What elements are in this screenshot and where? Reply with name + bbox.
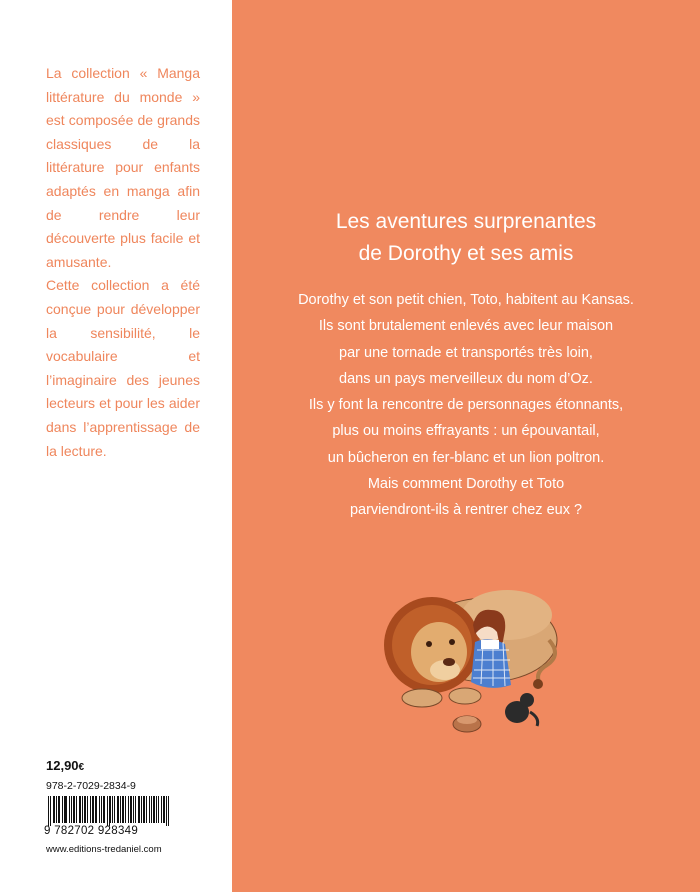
- story-line: par une tornade et transportés très loin,: [339, 344, 593, 361]
- headline-line-2: de Dorothy et ses amis: [358, 242, 574, 265]
- price-currency: €: [78, 762, 85, 773]
- collection-description: [46, 62, 200, 463]
- left-column: [0, 0, 232, 892]
- isbn: 978-2-7029-2834-9: [46, 780, 136, 792]
- barcode-digits: 9 782702 928349: [44, 825, 139, 837]
- publisher-website: www.editions-tredaniel.com: [46, 844, 162, 855]
- headline: [232, 206, 700, 270]
- story-line: Ils sont brutalement enlevés avec leur maison: [318, 318, 614, 335]
- collection-paragraph-1: La collection « Manga littérature du monde » est composée de grands classiques de la littérature pour enfants adaptés en manga afin de rendre leur découverte plus facile et amusante.: [46, 65, 200, 270]
- barcode-bars: [46, 796, 170, 826]
- price-amount: 12,90: [46, 758, 79, 773]
- story-line: dans un pays merveilleux du nom d’Oz.: [339, 370, 593, 387]
- headline-line-1: Les aventures surprenantes: [335, 210, 597, 233]
- collection-paragraph-2: Cette collection a été conçue pour développer la sensibilité, le vocabulaire et l’imaginaire des jeunes lecteurs et pour les aider dans l’apprentissage de la lecture.: [46, 277, 200, 459]
- story-line: Ils y font la rencontre de personnages étonnants,: [308, 397, 624, 414]
- price: [46, 758, 84, 773]
- story-line: Dorothy et son petit chien, Toto, habitent au Kansas.: [298, 292, 634, 308]
- story-line: un bûcheron en fer-blanc et un lion poltron.: [327, 449, 605, 466]
- story-summary: [232, 287, 700, 524]
- dorothy-lion-toto-illustration: [377, 570, 567, 740]
- story-line: parviendront-ils à rentrer chez eux ?: [349, 502, 583, 519]
- story-line: plus ou moins effrayants : un épouvantail,: [332, 423, 600, 440]
- right-panel: [232, 0, 700, 892]
- story-line: Mais comment Dorothy et Toto: [367, 476, 565, 493]
